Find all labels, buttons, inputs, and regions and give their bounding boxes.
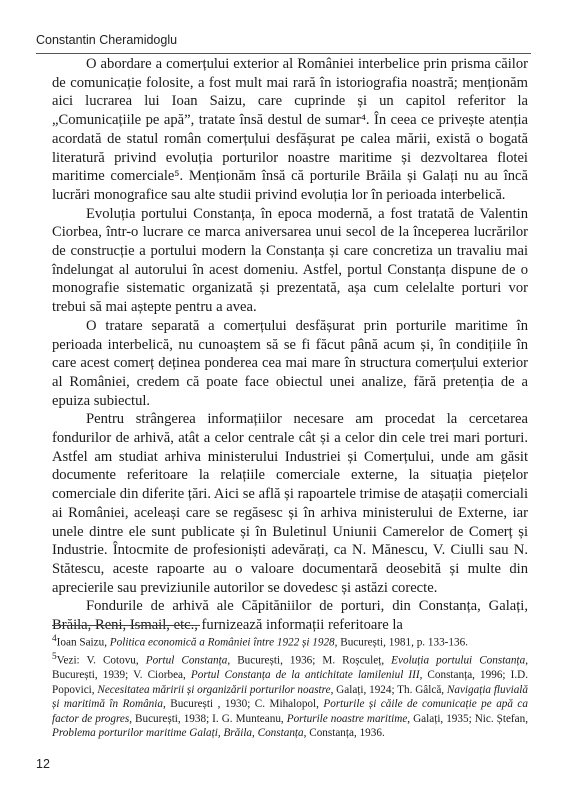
footnote-body bbox=[52, 655, 528, 739]
paragraph: Pentru strângerea informațiilor necesare am procedat la cercetarea fondurilor de arhivă, atât a celor centrale cât și a celor din cele trei mari porturi. Astfel am studiat arhiva ministerului Industriei și Comerțului, unde am găsit documente referitoare la relațiile comerciale externe, la situația piețelor comerciale din diferite țări. Aici se află și rapoartele trimise de atașații comerciali ai României, aceleași care se regăsesc și în arhiva ministerului de Externe, iar unele dintre ele sunt publicate și în Buletinul Uniunii Camerelor de Comerț și Industrie. Întocmite de profesioniști adevărați, ca N. Mănescu, V. Ciulli sau N. Stătescu, aceste rapoarte au o valoare documentară deosebită și multe din aprecierile sau previziunile autorilor se dovedesc și astăzi corecte. bbox=[52, 411, 528, 596]
footnote-text: , București , 1930; C. Mihalopol, bbox=[162, 698, 324, 711]
footnotes bbox=[52, 632, 528, 740]
footnote-text: , București, 1938; I. G. Munteanu, bbox=[129, 712, 287, 725]
footnote-text: , Constanța, 1936. bbox=[303, 726, 385, 739]
footnote-text: , București, 1939; V. Ciorbea, bbox=[52, 654, 528, 682]
paragraph: O abordare a comerțului exterior al României interbelice prin prisma căilor de comunicație folosite, a fost mult mai rară în istoriografia noastră; menționăm aici lucrarea lui Ioan Saizu, care cuprinde și un capitol referitor la „Comunicațiile pe apă”, tratate însă destul de sumar⁴. În ceea ce privește atenția acordată de statul român comerțului desfășurat pe calea mării, există o bogată literatură privind evoluția porturilor noastre maritime și dezvoltarea flotei maritime comerciale⁵. Menționăm însă că porturile Brăila și Galați nu au încă lucrări monografice sau alte studii privind evoluția lor în perioada interbelică. bbox=[52, 56, 528, 203]
page-number: 12 bbox=[36, 757, 50, 771]
footnote-title: Navigația fluvială și maritimă în România bbox=[52, 683, 528, 711]
footnote-title: Problema porturilor maritime Galați, Brăila, Constanța bbox=[52, 726, 304, 739]
main-text bbox=[52, 55, 528, 635]
paragraph: O tratare separată a comerțului desfășurat prin porturile maritime în perioada interbelică, nu cunoaștem să se fi făcut până acum și, în condițiile în care acest comerț deținea ponderea cea mai mare în structura comerțului exterior al României, credem că poate face obiectul unei analize, fără pretenția de a epuiza subiectul. bbox=[52, 317, 528, 409]
paragraph: Evoluția portului Constanța, în epoca modernă, a fost tratată de Valentin Ciorbea, într-o lucrare ce marca aniversarea unui secol de la începerea lucrărilor de construcție a portului modern la Constanța și care concretiza un travaliu mai îndelungat al autorului în acest domeniu. Astfel, portul Constanța dispune de o monografie sistematic organizată și prezentată, așa cum celelalte porturi vor trebui să mai aștepte pentru a avea. bbox=[52, 205, 528, 316]
footnote-title: Necesitatea măririi și organizării porturilor noastre bbox=[97, 683, 331, 696]
footnote-title: Politica economică a României între 1922 și 1928 bbox=[109, 636, 335, 649]
footnote-title: Portul Constanța bbox=[145, 654, 228, 667]
footnote-marker: 4 bbox=[52, 634, 57, 644]
footnote-rest: , București, 1981, p. 133-136. bbox=[334, 636, 468, 649]
footnote-text: , Constanța, 1996; I.D. Popovici, bbox=[52, 669, 528, 696]
running-header: Constantin Cheramidoglu bbox=[36, 33, 531, 54]
footnote-title: Porturile noastre maritime bbox=[286, 712, 408, 725]
footnote-5 bbox=[52, 650, 528, 740]
footnote-4 bbox=[52, 632, 528, 650]
footnote-title: Porturile și căile de comunicație pe apă ca factor de progres bbox=[52, 698, 528, 725]
footnote-title: Portul Constanța de la antichitate lamileniul III bbox=[190, 669, 420, 682]
footnote-text: , Galați, 1935; Nic. Ștefan, bbox=[407, 712, 529, 725]
footnote-marker: 5 bbox=[52, 652, 57, 663]
footnote-text: , București, 1936; M. Roșculeț, bbox=[227, 654, 392, 667]
footnote-divider bbox=[52, 625, 200, 626]
footnote-text: , Galați, 1924; Th. Gâlcă, bbox=[330, 683, 447, 696]
footnote-author: Ioan Saizu, bbox=[56, 636, 110, 649]
footnote-text: Vezi: V. Cotovu, bbox=[56, 654, 146, 667]
paragraph: Fondurile de arhivă ale Căpităniilor de porturi, din Constanța, Galați, Brăila, Reni, Ismail, etc., furnizează informații referitoare la bbox=[52, 598, 528, 634]
footnote-title: Evoluția portului Constanța bbox=[391, 654, 526, 667]
